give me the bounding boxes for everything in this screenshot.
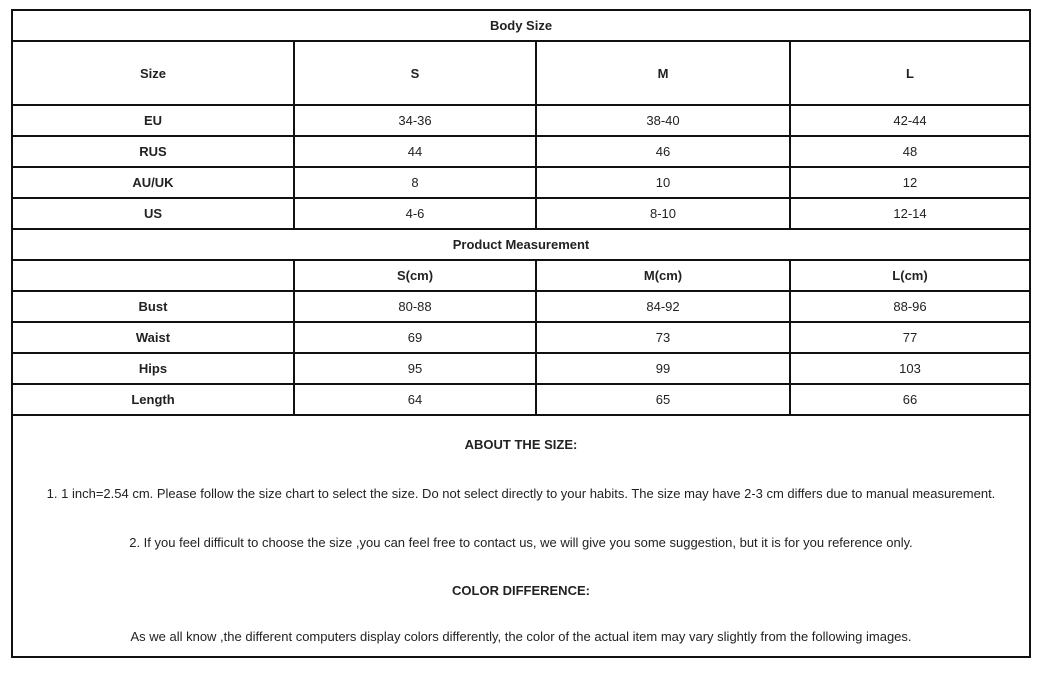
product-measurement-title-row [12,229,1030,260]
row-label-eu: EU [12,105,294,136]
table-cell: 73 [536,322,790,353]
about-size-heading: ABOUT THE SIZE: [464,436,578,452]
table-cell: 103 [790,353,1030,384]
table-cell: 44 [294,136,536,167]
color-difference-note: As we all know ,the different computers display colors differently, the color of the actual item may vary slightly from the following images. [130,628,912,644]
table-cell: 46 [536,136,790,167]
table-row [12,322,1030,353]
table-cell: 77 [790,322,1030,353]
table-cell: 12 [790,167,1030,198]
table-cell: 38-40 [536,105,790,136]
about-size-note-1: 1. 1 inch=2.54 cm. Please follow the size chart to select the size. Do not select directly to your habits. The size may have 2-3 cm differs due to manual measurement. [46,485,996,501]
row-label-hips: Hips [12,353,294,384]
about-size-note-2: 2. If you feel difficult to choose the size ,you can feel free to contact us, we will give you some suggestion, but it is for you reference only. [129,534,913,550]
body-size-header-row [12,41,1030,105]
body-size-title-row [12,10,1030,41]
notes-row [12,415,1030,657]
table-cell: 65 [536,384,790,415]
table-cell: 8-10 [536,198,790,229]
table-cell: 66 [790,384,1030,415]
table-row [12,105,1030,136]
table-row [12,198,1030,229]
table-cell: 4-6 [294,198,536,229]
notes-cell [12,415,1030,657]
size-m-header: M [536,41,790,105]
row-label-rus: RUS [12,136,294,167]
table-cell: 8 [294,167,536,198]
row-label-bust: Bust [12,291,294,322]
table-cell: 42-44 [790,105,1030,136]
table-cell: 99 [536,353,790,384]
size-notes [13,427,1029,646]
size-m-cm-header: M(cm) [536,260,790,291]
table-cell: 48 [790,136,1030,167]
table-cell: 10 [536,167,790,198]
body-size-title: Body Size [12,10,1030,41]
size-l-cm-header: L(cm) [790,260,1030,291]
table-cell: 69 [294,322,536,353]
table-row [12,384,1030,415]
size-column-header: Size [12,41,294,105]
table-cell: 64 [294,384,536,415]
table-row [12,353,1030,384]
measurement-column-header [12,260,294,291]
table-cell: 12-14 [790,198,1030,229]
table-cell: 88-96 [790,291,1030,322]
color-difference-heading: COLOR DIFFERENCE: [452,582,590,598]
product-measurement-header-row [12,260,1030,291]
row-label-length: Length [12,384,294,415]
size-s-cm-header: S(cm) [294,260,536,291]
table-cell: 34-36 [294,105,536,136]
row-label-waist: Waist [12,322,294,353]
table-row [12,167,1030,198]
table-cell: 95 [294,353,536,384]
row-label-us: US [12,198,294,229]
size-s-header: S [294,41,536,105]
product-measurement-title: Product Measurement [12,229,1030,260]
row-label-au-uk: AU/UK [12,167,294,198]
table-cell: 84-92 [536,291,790,322]
table-row [12,136,1030,167]
size-chart-table [11,9,1031,658]
table-cell: 80-88 [294,291,536,322]
table-row [12,291,1030,322]
size-l-header: L [790,41,1030,105]
